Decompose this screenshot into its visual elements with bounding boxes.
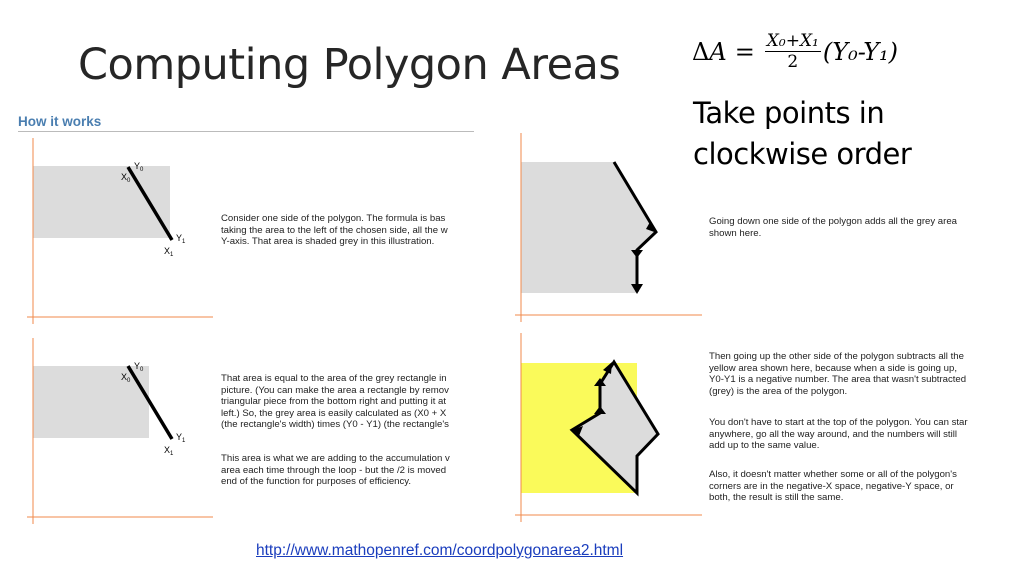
formula-paren: (Y₀-Y₁) <box>822 38 899 66</box>
formula-equals: = <box>734 38 755 66</box>
right-text-2c: Also, it doesn't matter whether some or all of the polygon's corners are in the negative-X space, negative-Y space, or both, the result is still the same. <box>709 469 957 504</box>
left-text-1: Consider one side of the polygon. The formula is bas taking the area to the left of the chosen side, all the w Y-axis. That area is shaded grey in this illustration. <box>221 213 448 248</box>
left-text-2b: This area is what we are adding to the accumulation v area each time through the loop - but the /2 is moved end of the function for purposes of efficiency. <box>221 453 450 488</box>
note-line-2: clockwise order <box>693 137 912 171</box>
left-diagram-1 <box>27 138 213 324</box>
formula-delta: Δ <box>692 38 710 66</box>
source-link[interactable]: http://www.mathopenref.com/coordpolygonarea2.html <box>256 542 624 559</box>
formula-denominator: 2 <box>787 52 799 72</box>
slide-title: Computing Polygon Areas <box>78 40 621 90</box>
label-x1: $X_1$ <box>164 445 174 457</box>
formula-a: A <box>709 38 727 66</box>
label-y0: $Y_0$ <box>134 361 144 373</box>
right-text-2a: Then going up the other side of the polygon subtracts all the yellow area shown here, because when a side is going up, Y0-Y1 is a negative number. The area that wasn't subtracted (grey) is the area of the polygon. <box>709 351 967 397</box>
right-text-1: Going down one side of the polygon adds all the grey area shown here. <box>709 216 958 239</box>
label-y0: $Y_0$ <box>134 161 144 173</box>
left-text-2a: That area is equal to the area of the grey rectangle in picture. (You can make the area a rectangle by remov triangular piece from the bottom right and putting it at left.) So, the grey area is easily calculated as (X0 + X (the rectangle's width) times (Y0 - Y1) (the rectangle's <box>221 373 449 431</box>
formula-numerator: X₀+X₁ <box>766 31 819 51</box>
right-diagram-1 <box>515 133 702 322</box>
how-it-works-heading: How it works <box>18 114 102 129</box>
label-x1: $X_1$ <box>164 246 174 258</box>
label-x0: $X_0$ <box>121 372 131 384</box>
label-x0: $X_0$ <box>121 172 131 184</box>
label-y1: $Y_1$ <box>176 233 186 245</box>
label-y1: $Y_1$ <box>176 432 186 444</box>
right-diagram-2 <box>515 333 702 522</box>
left-diagram-2 <box>27 338 213 524</box>
note-line-1: Take points in <box>693 96 885 130</box>
right-text-2b: You don't have to start at the top of the polygon. You can star anywhere, go all the way around, and the numbers will still add up to the same value. <box>709 417 968 452</box>
grey-rectangle <box>33 366 149 438</box>
